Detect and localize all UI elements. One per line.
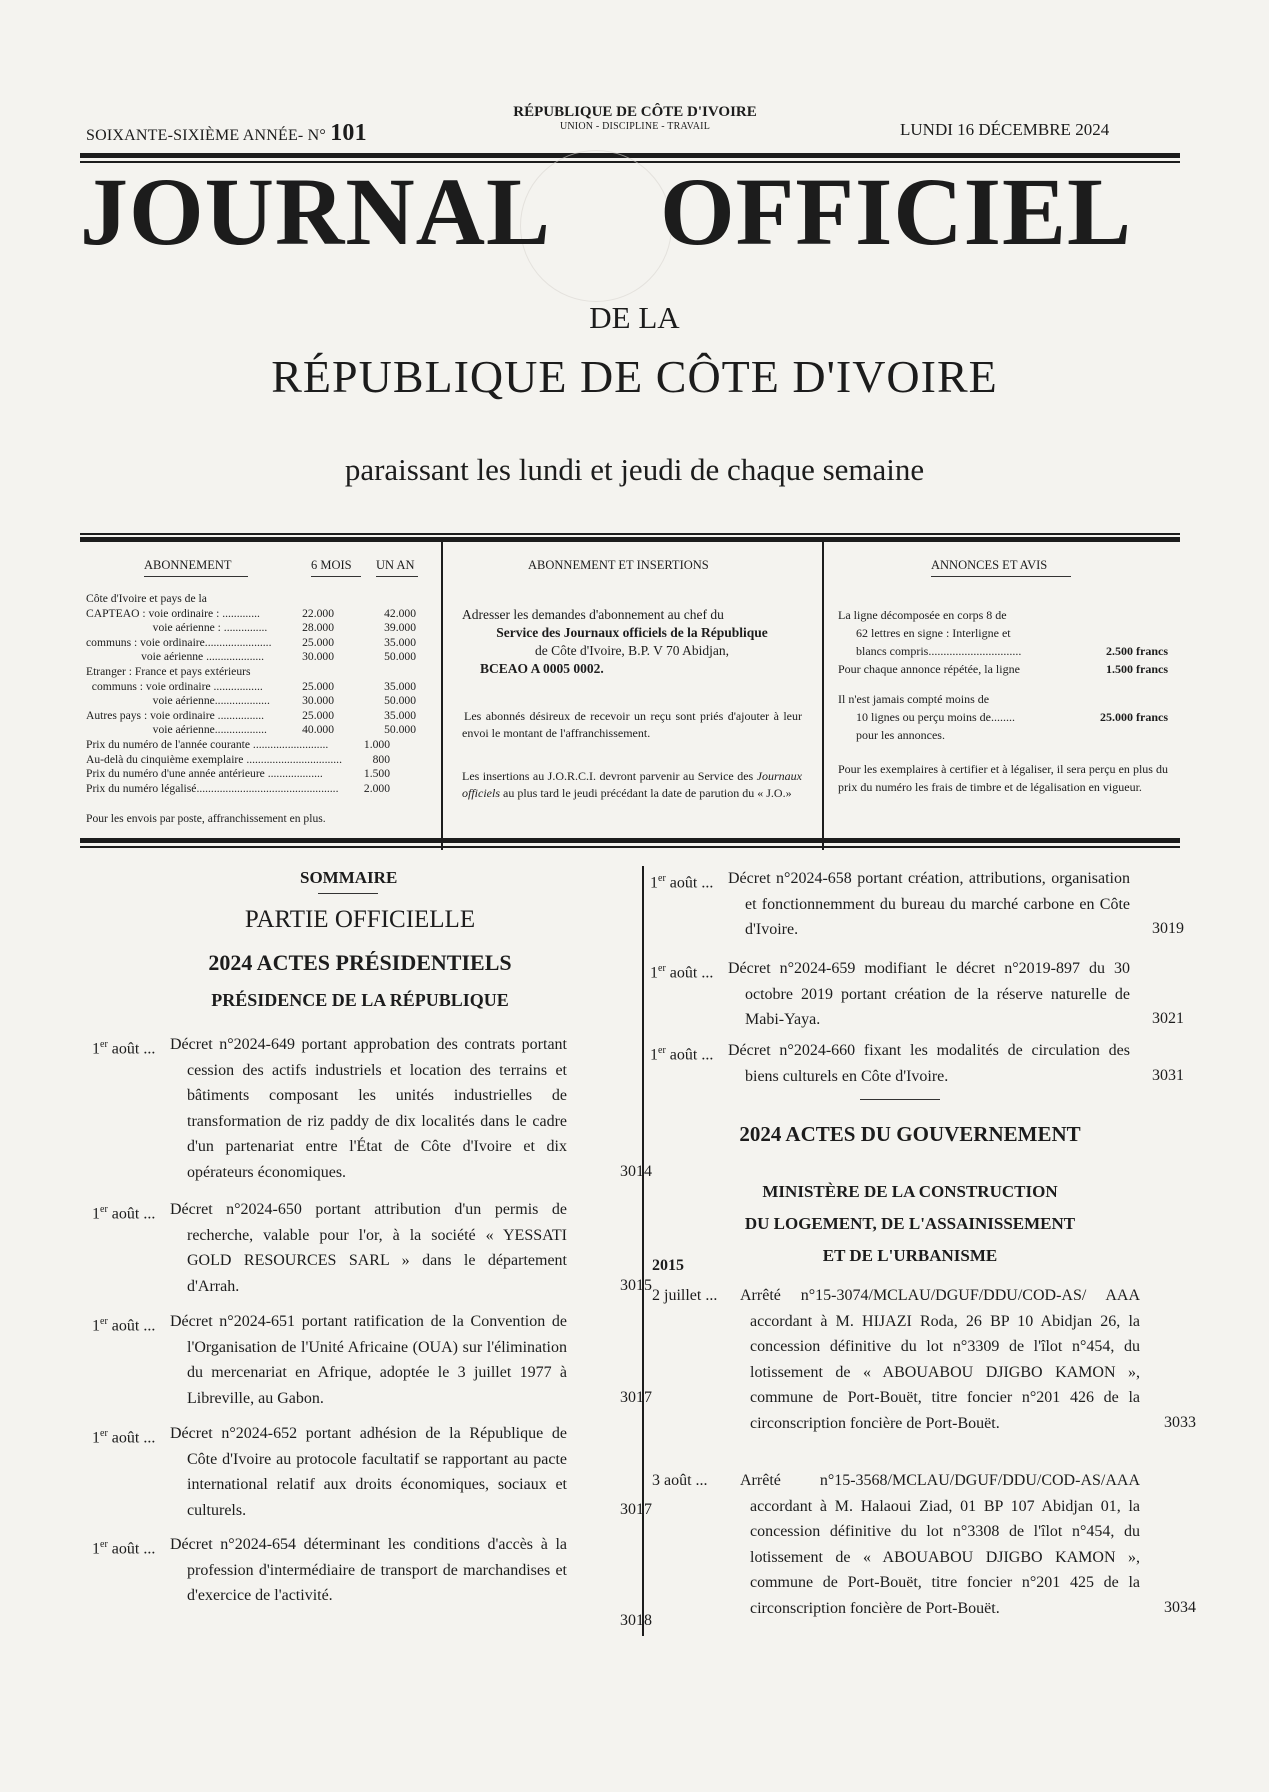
entry-date: 1er août ...: [92, 1539, 156, 1558]
insertions-header: ABONNEMENT ET INSERTIONS: [528, 558, 709, 572]
sommaire-title: SOMMAIRE: [300, 868, 398, 887]
envois-note: Pour les envois par poste, affranchissement en plus.: [86, 812, 326, 825]
prix-value: 800: [372, 752, 390, 766]
ministere-heading: MINISTÈRE DE LA CONSTRUCTION DU LOGEMENT, DE L'ASSAINISSEMENT ET DE L'URBANISME: [744, 1182, 1076, 1265]
rule: [80, 846, 1180, 848]
prix-row: [86, 767, 416, 781]
issue-date: LUNDI 16 DÉCEMBRE 2024: [900, 120, 1110, 139]
tariff-6mois: 40.000: [302, 723, 334, 737]
entry-date: 3 août ...: [652, 1472, 708, 1489]
tariff-1an: 35.000: [384, 708, 416, 722]
tariff-row: [86, 680, 416, 694]
tariff-6mois: 25.000: [302, 708, 334, 722]
entry-text: Décret n°2024-652 portant adhésion de la République de Côte d'Ivoire au protocole facultatif se rapportant au pacte international relatif aux droits économiques, sociaux et culturels.: [170, 1425, 567, 1519]
entry-date: 1er août ...: [92, 1204, 156, 1223]
issue-number: SOIXANTE-SIXIÈME ANNÉE- N° 101: [86, 120, 367, 146]
insertions-p2: Les abonnés désireux de recevoir un reçu sont priés d'ajouter à leur envoi le montant de l'affranchissement.: [462, 709, 802, 740]
rule: [80, 533, 1180, 535]
entry-date: 1er août ...: [92, 1316, 156, 1335]
journal-title: JOURNAL OFFICIEL: [80, 158, 1133, 265]
tariff-box: [86, 542, 1178, 850]
entry-page: 3031: [1152, 1067, 1184, 1084]
entry-date: 1er août ...: [92, 1428, 156, 1447]
presidence-heading: PRÉSIDENCE DE LA RÉPUBLIQUE: [211, 990, 509, 1010]
tariff-row: [86, 621, 416, 635]
annonces-block: La ligne décomposée en corps 8 de 62 lettres en signe : Interligne et blancs compris............................... 2.500 francs Pour chaque annonce répétée, la ligne 1.500 francs Il n'est jamais compté moins de 10 lignes ou perçu moins de........ 25.000 francs pour les annonces. Pour les exemplaires à certifier et à légaliser, il sera perçu en plus du prix du numéro les frais de timbre et de légalisation en vigueur.: [838, 608, 1168, 794]
entry-text: Décret n°2024-654 déterminant les conditions d'accès à la profession d'intermédiaire de transport de marchandises et d'exercice de l'activité.: [170, 1536, 567, 1604]
tariff-row: [86, 636, 416, 650]
entry-page: 3017: [620, 1389, 652, 1406]
tariff-1an: 50.000: [384, 694, 416, 708]
sommaire-entry: [650, 1038, 1184, 1089]
prix-label: Au-delà du cinquième exemplaire .................................: [86, 752, 342, 766]
rule: [80, 838, 1180, 843]
un-an-header: UN AN: [376, 558, 415, 572]
tariff-6mois: 25.000: [302, 635, 334, 649]
entry-page: 3019: [1152, 920, 1184, 937]
tariff-row: [86, 694, 416, 708]
prix-label: Prix du numéro légalisé.................................................: [86, 781, 339, 795]
arrete-entry: [652, 1283, 1196, 1436]
sommaire-entry: [650, 866, 1184, 942]
entry-text: Arrêté n°15-3074/MCLAU/DGUF/DDU/COD-AS/ AAA accordant à M. HIJAZI Roda, 26 BP 10 Abidjan 26, la concession définitive du lot n°3309 de l'îlot n°454, du lotissement de « ABOUABOU DJIGBO KAMON », commune de Port-Bouët, titre foncier n°201 426 de la circonscription foncière de Port-Bouët.: [740, 1287, 1140, 1432]
prix-label: Prix du numéro d'une année antérieure ...................: [86, 767, 323, 781]
year-2015: 2015: [652, 1257, 684, 1274]
sommaire-entry: [92, 1197, 652, 1299]
entry-date: 2 juillet ...: [652, 1287, 718, 1304]
prix-label: Prix du numéro de l'année courante ..........................: [86, 738, 329, 751]
prix-value: 1.000: [363, 738, 390, 751]
tariff-1an: 50.000: [384, 723, 416, 737]
tariff-row: [86, 709, 416, 723]
sommaire-entry: [650, 956, 1184, 1032]
tariff-6mois: 30.000: [302, 694, 334, 708]
entry-page: 3033: [1164, 1414, 1196, 1431]
tariff-label: communs : voie ordinaire .................: [86, 679, 263, 693]
issue-num-value: 101: [330, 120, 367, 146]
tariff-1an: 39.000: [384, 621, 416, 635]
tariff-1an: 50.000: [384, 650, 416, 664]
prix-row: [86, 738, 416, 752]
tariff-1an: 42.000: [384, 606, 416, 620]
tariff-label: Autres pays : voie ordinaire ................: [86, 708, 265, 722]
tariff-1an: 35.000: [384, 679, 416, 693]
tariff-label: communs : voie ordinaire.......................: [86, 635, 272, 649]
insertions-p3: Les insertions au J.O.R.C.I. devront parvenir au Service des Journaux officiels au plus tard le jeudi précédant la date de parution du « J.O.»: [462, 769, 802, 800]
tariff-label: voie aérienne : ...............: [86, 621, 268, 635]
entry-date: 1er août ...: [650, 1045, 714, 1064]
entry-date: 1er août ...: [650, 873, 714, 892]
tariff-row: [86, 650, 416, 664]
prix-row: [86, 753, 416, 767]
arrete-entry: [652, 1468, 1196, 1621]
republic-header: RÉPUBLIQUE DE CÔTE D'IVOIRE UNION - DISCIPLINE - TRAVAIL: [470, 104, 800, 132]
six-mois-header: 6 MOIS: [311, 558, 352, 572]
tariff-label: voie aérienne ....................: [86, 650, 265, 664]
insertions-p1: Adresser les demandes d'abonnement au chef du Service des Journaux officiels de la République de Côte d'Ivoire, B.P. V 70 Abidjan, BCEAO A 0005 0002.: [462, 607, 768, 676]
entry-text: Décret n°2024-658 portant création, attributions, organisation et fonctionnemment du bureau du marché carbone en Côte d'Ivoire.: [728, 870, 1130, 938]
entry-text: Décret n°2024-660 fixant les modalités de circulation des biens culturels en Côte d'Ivoire.: [728, 1042, 1130, 1085]
entry-text: Décret n°2024-659 modifiant le décret n°2019-897 du 30 octobre 2019 portant création de la réserve naturelle de Mabi-Yaya.: [728, 960, 1130, 1028]
de-la: DE LA: [589, 300, 680, 335]
sommaire-entry: [92, 1532, 652, 1634]
tariff-1an: 35.000: [384, 635, 416, 649]
annonces-header: ANNONCES ET AVIS: [931, 558, 1048, 572]
sommaire-entry: [92, 1032, 652, 1185]
partie-officielle: PARTIE OFFICIELLE: [244, 906, 476, 933]
entry-page: 3014: [620, 1163, 652, 1180]
actes-presidentiels: 2024 ACTES PRÉSIDENTIELS: [208, 950, 512, 975]
sommaire-entry: [92, 1421, 652, 1523]
tariff-label: voie aérienne..................: [86, 723, 267, 737]
entry-page: 3018: [620, 1612, 652, 1629]
tariff-label: voie aérienne...................: [86, 694, 270, 708]
tariff-6mois: 25.000: [302, 679, 334, 693]
actes-gouvernement: 2024 ACTES DU GOUVERNEMENT: [739, 1122, 1081, 1146]
entry-page: 3015: [620, 1277, 652, 1294]
tariff-label: Etranger : France et pays extérieurs: [86, 665, 251, 678]
entry-text: Décret n°2024-649 portant approbation des contrats portant cession des actifs industriels et location des terrains et bâtiments composant les unités industrielles de transformation de riz paddy de dix localités dans le cadre d'un partenariat entre l'État de Côte d'Ivoire et dix opérateurs économiques.: [170, 1036, 567, 1181]
tariff-row: [86, 592, 416, 606]
republique-title: RÉPUBLIQUE DE CÔTE D'IVOIRE: [271, 351, 998, 402]
tariff-row: [86, 607, 416, 621]
tariff-row: [86, 665, 416, 679]
tariff-row: [86, 723, 416, 737]
sommaire-entry: [92, 1309, 652, 1411]
divider: [822, 542, 824, 850]
prix-row: [86, 782, 416, 796]
tariff-label: Côte d'Ivoire et pays de la: [86, 592, 207, 605]
abonnement-header: ABONNEMENT: [144, 558, 232, 572]
tariff-6mois: 22.000: [302, 606, 334, 620]
tariff-6mois: 30.000: [302, 650, 334, 664]
entry-text: Décret n°2024-650 portant attribution d'un permis de recherche, valable pour l'or, à la société « YESSATI GOLD RESOURCES SARL » dans le département d'Arrah.: [170, 1201, 567, 1295]
motto: UNION - DISCIPLINE - TRAVAIL: [559, 121, 711, 132]
entry-page: 3034: [1164, 1599, 1196, 1616]
tariff-6mois: 28.000: [302, 621, 334, 635]
entry-text: Décret n°2024-651 portant ratification de la Convention de l'Organisation de l'Unité Africaine (OUA) sur l'élimination du mercenariat en Afrique, adoptée le 3 juillet 1977 à Libreville, au Gabon.: [170, 1313, 567, 1407]
parution-line: paraissant les lundi et jeudi de chaque semaine: [344, 452, 925, 487]
entry-date: 1er août ...: [650, 963, 714, 982]
entry-page: 3017: [620, 1501, 652, 1518]
entry-page: 3021: [1152, 1010, 1184, 1027]
entry-date: 1er août ...: [92, 1039, 156, 1058]
prix-value: 2.000: [363, 781, 390, 795]
entry-text: Arrêté n°15-3568/MCLAU/DGUF/DDU/COD-AS/AAA accordant à M. Halaoui Ziad, 01 BP 107 Abidjan 01, la concession définitive du lot n°3308 de l'îlot n°454, du lotissement de « ABOUABOU DJIGBO KAMON », commune de Port-Bouët, titre foncier n°201 425 de la circonscription foncière de Port-Bouët.: [740, 1472, 1140, 1617]
divider: [441, 542, 443, 850]
prix-value: 1.500: [363, 767, 390, 781]
tariff-label: CAPTEAO : voie ordinaire : .............: [86, 606, 260, 620]
